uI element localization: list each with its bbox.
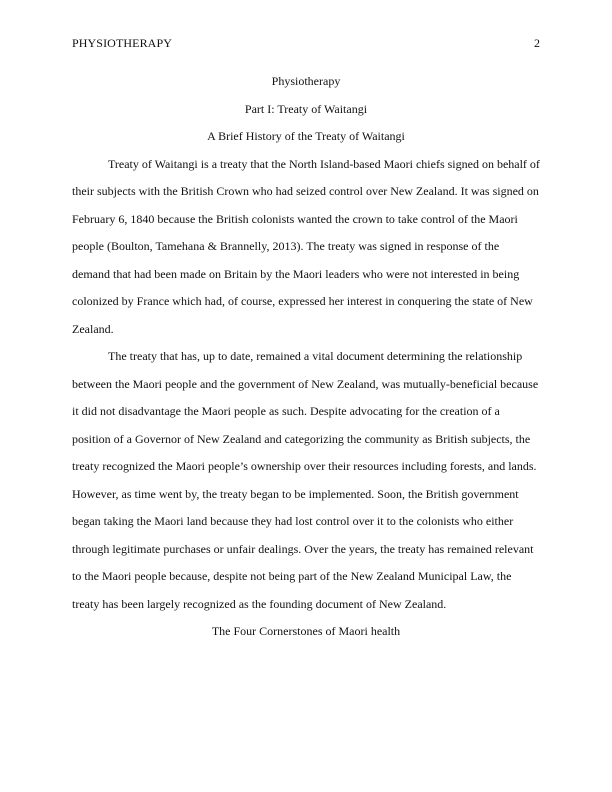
document-title: Physiotherapy (271, 74, 341, 88)
page-number: 2 (534, 36, 540, 50)
document-body (72, 68, 540, 646)
section-heading: A Brief History of the Treaty of Waitangi (207, 129, 405, 143)
body-paragraph-2: The treaty that has, up to date, remained a vital document determining the relationship between the Maori people and the government of New Zealand, was mutually-beneficial because it did not disadvantage the Maori people as such. Despite advocating for the creation of a position of a Governor of New Zealand and categorizing the community as British subjects, the treaty recognized the Maori people’s ownership over their resources including forests, and lands. However, as time went by, the treaty began to be implemented. Soon, the British government began taking the Maori land because they had lost control over it to the colonists who either through legitimate purchases or unfair dealings. Over the years, the treaty has remained relevant to the Maori people because, despite not being part of the New Zealand Municipal Law, the treaty has been largely recognized as the founding document of New Zealand. (72, 349, 539, 611)
part-heading: Part I: Treaty of Waitangi (244, 101, 368, 116)
body-paragraph-1: Treaty of Waitangi is a treaty that the North Island-based Maori chiefs signed on behalf of their subjects with the British Crown who had seized control over New Zealand. It was signed on February 6, 1840 because the British colonists wanted the crown to take control of the Maori people (Boulton, Tamehana & Brannelly, 2013). The treaty was signed in response of the demand that had been made on Britain by the Maori leaders who were not interested in being colonized by France which had, of course, expressed her interest in conquering the state of New Zealand. (72, 156, 540, 336)
next-section-heading: The Four Cornerstones of Maori health (211, 624, 401, 638)
running-head: PHYSIOTHERAPY (72, 36, 172, 50)
